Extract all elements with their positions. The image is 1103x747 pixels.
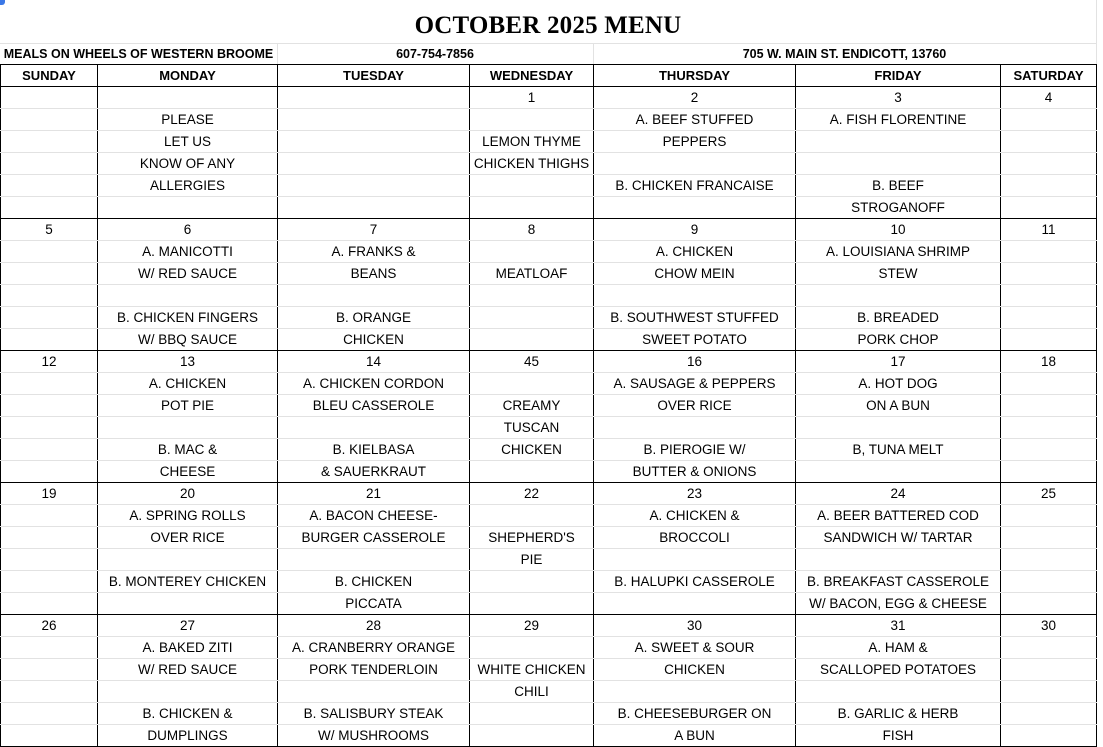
menu-cell: A. BEER BATTERED COD <box>796 505 1001 527</box>
menu-cell: B. CHICKEN <box>278 571 470 593</box>
menu-cell <box>1001 263 1097 285</box>
menu-cell <box>1 175 98 197</box>
date-cell: 8 <box>470 219 594 241</box>
menu-cell <box>98 417 278 439</box>
date-cell: 5 <box>1 219 98 241</box>
menu-cell <box>1001 549 1097 571</box>
menu-cell: B. HALUPKI CASSEROLE <box>594 571 796 593</box>
date-cell <box>1 87 98 109</box>
menu-cell: A. CHICKEN <box>98 373 278 395</box>
date-cell: 2 <box>594 87 796 109</box>
menu-cell <box>470 593 594 615</box>
menu-cell: PIE <box>470 549 594 571</box>
menu-cell <box>1001 439 1097 461</box>
menu-cell: A. FRANKS & <box>278 241 470 263</box>
menu-cell <box>1 593 98 615</box>
menu-cell: W/ RED SAUCE <box>98 659 278 681</box>
menu-cell: & SAUERKRAUT <box>278 461 470 483</box>
day-header-tuesday: TUESDAY <box>278 65 470 87</box>
menu-cell: CHOW MEIN <box>594 263 796 285</box>
menu-cell: MEATLOAF <box>470 263 594 285</box>
menu-row <box>1 307 1097 329</box>
menu-cell <box>98 593 278 615</box>
menu-cell: W/ BBQ SAUCE <box>98 329 278 351</box>
menu-row <box>1 725 1097 747</box>
day-header-wednesday: WEDNESDAY <box>470 65 594 87</box>
menu-row <box>1 593 1097 615</box>
menu-cell <box>1 681 98 703</box>
menu-cell <box>594 549 796 571</box>
menu-cell: SCALLOPED POTATOES <box>796 659 1001 681</box>
menu-cell <box>1 439 98 461</box>
menu-cell <box>1 417 98 439</box>
menu-row <box>1 571 1097 593</box>
menu-cell <box>278 549 470 571</box>
menu-cell <box>470 285 594 307</box>
day-header-sunday: SUNDAY <box>1 65 98 87</box>
date-cell: 12 <box>1 351 98 373</box>
menu-cell: CHICKEN <box>470 439 594 461</box>
date-cell: 11 <box>1001 219 1097 241</box>
menu-cell <box>1 549 98 571</box>
menu-cell: A BUN <box>594 725 796 747</box>
menu-cell <box>1001 417 1097 439</box>
menu-cell: CHICKEN <box>278 329 470 351</box>
menu-cell: A. SPRING ROLLS <box>98 505 278 527</box>
menu-cell <box>470 571 594 593</box>
menu-row <box>1 329 1097 351</box>
date-cell: 13 <box>98 351 278 373</box>
date-cell: 6 <box>98 219 278 241</box>
date-cell: 19 <box>1 483 98 505</box>
date-cell: 17 <box>796 351 1001 373</box>
menu-cell: W/ RED SAUCE <box>98 263 278 285</box>
menu-cell <box>1 109 98 131</box>
menu-row <box>1 153 1097 175</box>
date-row <box>1 615 1097 637</box>
menu-cell: ON A BUN <box>796 395 1001 417</box>
menu-cell: A. CRANBERRY ORANGE <box>278 637 470 659</box>
date-cell <box>278 87 470 109</box>
menu-cell: STEW <box>796 263 1001 285</box>
menu-cell <box>1001 505 1097 527</box>
menu-cell <box>470 175 594 197</box>
menu-cell <box>796 131 1001 153</box>
menu-cell: A. BEEF STUFFED <box>594 109 796 131</box>
menu-cell: B. KIELBASA <box>278 439 470 461</box>
menu-cell: PLEASE <box>98 109 278 131</box>
menu-cell: PICCATA <box>278 593 470 615</box>
menu-cell: B. CHICKEN & <box>98 703 278 725</box>
menu-cell <box>1 131 98 153</box>
calendar-grid <box>0 64 1097 747</box>
menu-row <box>1 505 1097 527</box>
menu-row <box>1 461 1097 483</box>
date-cell: 22 <box>470 483 594 505</box>
date-cell: 20 <box>98 483 278 505</box>
menu-row <box>1 703 1097 725</box>
menu-cell <box>796 153 1001 175</box>
menu-cell: DUMPLINGS <box>98 725 278 747</box>
menu-row <box>1 285 1097 307</box>
menu-row <box>1 659 1097 681</box>
menu-cell <box>278 175 470 197</box>
date-row <box>1 219 1097 241</box>
menu-cell <box>1001 593 1097 615</box>
menu-cell: STROGANOFF <box>796 197 1001 219</box>
date-cell: 21 <box>278 483 470 505</box>
date-cell: 30 <box>594 615 796 637</box>
menu-cell <box>278 285 470 307</box>
menu-cell <box>1001 571 1097 593</box>
menu-cell <box>1001 197 1097 219</box>
menu-cell: ALLERGIES <box>98 175 278 197</box>
menu-cell <box>1 703 98 725</box>
menu-cell <box>594 681 796 703</box>
menu-cell <box>1 461 98 483</box>
menu-cell <box>1 307 98 329</box>
menu-cell: SWEET POTATO <box>594 329 796 351</box>
menu-cell <box>470 197 594 219</box>
menu-cell: W/ MUSHROOMS <box>278 725 470 747</box>
address: 705 W. MAIN ST. ENDICOTT, 13760 <box>742 47 947 61</box>
menu-cell: SANDWICH W/ TARTAR <box>796 527 1001 549</box>
menu-cell: B. SALISBURY STEAK <box>278 703 470 725</box>
menu-cell: SHEPHERD'S <box>470 527 594 549</box>
date-cell: 4 <box>1001 87 1097 109</box>
menu-cell: PEPPERS <box>594 131 796 153</box>
menu-cell <box>1001 637 1097 659</box>
menu-cell <box>98 285 278 307</box>
date-cell: 9 <box>594 219 796 241</box>
menu-cell: OVER RICE <box>594 395 796 417</box>
date-cell: 14 <box>278 351 470 373</box>
date-cell: 23 <box>594 483 796 505</box>
menu-cell <box>796 461 1001 483</box>
menu-cell <box>594 285 796 307</box>
menu-cell: A. FISH FLORENTINE <box>796 109 1001 131</box>
date-cell: 25 <box>1001 483 1097 505</box>
menu-cell: A. HAM & <box>796 637 1001 659</box>
menu-cell <box>796 681 1001 703</box>
menu-cell: LEMON THYME <box>470 131 594 153</box>
selection-corner-marker <box>0 0 5 5</box>
menu-cell <box>1 571 98 593</box>
date-cell: 30 <box>1001 615 1097 637</box>
menu-cell <box>278 681 470 703</box>
menu-row <box>1 263 1097 285</box>
menu-cell: B. CHICKEN FRANCAISE <box>594 175 796 197</box>
menu-cell <box>1001 131 1097 153</box>
menu-cell: POT PIE <box>98 395 278 417</box>
date-row <box>1 351 1097 373</box>
menu-cell <box>98 197 278 219</box>
menu-cell <box>98 681 278 703</box>
menu-cell: B. CHICKEN FINGERS <box>98 307 278 329</box>
date-cell <box>98 87 278 109</box>
menu-cell: A. BACON CHEESE- <box>278 505 470 527</box>
menu-cell <box>470 725 594 747</box>
menu-cell <box>470 637 594 659</box>
menu-cell <box>594 197 796 219</box>
menu-cell <box>1001 153 1097 175</box>
date-cell: 1 <box>470 87 594 109</box>
menu-cell <box>1001 527 1097 549</box>
menu-cell <box>1 505 98 527</box>
menu-cell: CHILI <box>470 681 594 703</box>
menu-row <box>1 241 1097 263</box>
menu-cell <box>1001 241 1097 263</box>
menu-cell: CREAMY <box>470 395 594 417</box>
menu-cell: W/ BACON, EGG & CHEESE <box>796 593 1001 615</box>
menu-cell <box>278 417 470 439</box>
menu-cell <box>1 637 98 659</box>
phone-number: 607-754-7856 <box>396 47 474 61</box>
menu-cell: A. HOT DOG <box>796 373 1001 395</box>
menu-cell <box>1 725 98 747</box>
menu-row <box>1 681 1097 703</box>
menu-cell: B. MONTEREY CHICKEN <box>98 571 278 593</box>
menu-cell: CHEESE <box>98 461 278 483</box>
menu-cell: B, TUNA MELT <box>796 439 1001 461</box>
menu-cell <box>470 241 594 263</box>
day-header-monday: MONDAY <box>98 65 278 87</box>
menu-cell <box>470 505 594 527</box>
menu-cell: BUTTER & ONIONS <box>594 461 796 483</box>
menu-row <box>1 637 1097 659</box>
menu-cell <box>1 373 98 395</box>
menu-row <box>1 527 1097 549</box>
menu-cell <box>1 527 98 549</box>
menu-cell <box>1 329 98 351</box>
menu-row <box>1 197 1097 219</box>
menu-cell: B. GARLIC & HERB <box>796 703 1001 725</box>
menu-row <box>1 549 1097 571</box>
menu-cell <box>1 263 98 285</box>
menu-cell <box>1001 307 1097 329</box>
menu-cell <box>594 417 796 439</box>
date-cell: 26 <box>1 615 98 637</box>
menu-cell <box>1001 285 1097 307</box>
weekday-header-row <box>1 65 1097 87</box>
menu-cell: FISH <box>796 725 1001 747</box>
menu-cell: B. ORANGE <box>278 307 470 329</box>
menu-cell <box>1001 461 1097 483</box>
menu-cell <box>1001 109 1097 131</box>
date-cell: 18 <box>1001 351 1097 373</box>
date-cell: 28 <box>278 615 470 637</box>
date-cell: 29 <box>470 615 594 637</box>
menu-cell: B. BREADED <box>796 307 1001 329</box>
page-title: OCTOBER 2025 MENU <box>414 12 682 39</box>
menu-row <box>1 439 1097 461</box>
menu-cell <box>1001 725 1097 747</box>
menu-cell <box>470 373 594 395</box>
menu-cell <box>1 153 98 175</box>
menu-cell <box>594 153 796 175</box>
date-row <box>1 87 1097 109</box>
menu-cell: WHITE CHICKEN <box>470 659 594 681</box>
menu-row <box>1 175 1097 197</box>
menu-cell: A. CHICKEN <box>594 241 796 263</box>
menu-cell: OVER RICE <box>98 527 278 549</box>
menu-cell: BURGER CASSEROLE <box>278 527 470 549</box>
date-cell: 31 <box>796 615 1001 637</box>
menu-row <box>1 417 1097 439</box>
menu-row <box>1 373 1097 395</box>
day-header-friday: FRIDAY <box>796 65 1001 87</box>
menu-cell: A. CHICKEN CORDON <box>278 373 470 395</box>
menu-cell <box>796 549 1001 571</box>
menu-cell: A. MANICOTTI <box>98 241 278 263</box>
menu-cell: BEANS <box>278 263 470 285</box>
menu-cell: LET US <box>98 131 278 153</box>
menu-cell <box>278 131 470 153</box>
date-cell: 10 <box>796 219 1001 241</box>
org-name: MEALS ON WHEELS OF WESTERN BROOME <box>3 47 274 61</box>
menu-cell <box>278 109 470 131</box>
menu-row <box>1 395 1097 417</box>
menu-cell <box>470 461 594 483</box>
date-cell: 45 <box>470 351 594 373</box>
menu-cell <box>1001 681 1097 703</box>
menu-row <box>1 131 1097 153</box>
calendar-body <box>1 87 1097 747</box>
date-row <box>1 483 1097 505</box>
menu-cell <box>1001 395 1097 417</box>
menu-cell: A. LOUISIANA SHRIMP <box>796 241 1001 263</box>
menu-cell <box>278 197 470 219</box>
menu-cell <box>1 285 98 307</box>
menu-cell: A. BAKED ZITI <box>98 637 278 659</box>
menu-cell: PORK TENDERLOIN <box>278 659 470 681</box>
menu-cell <box>1 197 98 219</box>
menu-cell <box>278 153 470 175</box>
menu-cell: BROCCOLI <box>594 527 796 549</box>
day-header-thursday: THURSDAY <box>594 65 796 87</box>
menu-cell <box>1001 659 1097 681</box>
menu-cell: B. MAC & <box>98 439 278 461</box>
date-cell: 27 <box>98 615 278 637</box>
menu-cell: TUSCAN <box>470 417 594 439</box>
menu-cell <box>470 307 594 329</box>
date-cell: 24 <box>796 483 1001 505</box>
menu-cell <box>1 241 98 263</box>
menu-cell <box>796 285 1001 307</box>
menu-cell <box>470 703 594 725</box>
menu-cell <box>98 549 278 571</box>
date-cell: 16 <box>594 351 796 373</box>
menu-cell: BLEU CASSEROLE <box>278 395 470 417</box>
menu-row <box>1 109 1097 131</box>
menu-cell: B. CHEESEBURGER ON <box>594 703 796 725</box>
menu-cell: B. PIEROGIE W/ <box>594 439 796 461</box>
menu-cell <box>1 395 98 417</box>
menu-cell <box>1001 373 1097 395</box>
menu-cell <box>1001 703 1097 725</box>
menu-cell <box>1001 175 1097 197</box>
menu-cell <box>470 109 594 131</box>
menu-cell: CHICKEN <box>594 659 796 681</box>
menu-cell: A. SAUSAGE & PEPPERS <box>594 373 796 395</box>
menu-cell <box>470 329 594 351</box>
menu-cell <box>1001 329 1097 351</box>
menu-cell: A. SWEET & SOUR <box>594 637 796 659</box>
menu-cell: CHICKEN THIGHS <box>470 153 594 175</box>
date-cell: 7 <box>278 219 470 241</box>
day-header-saturday: SATURDAY <box>1001 65 1097 87</box>
menu-cell <box>594 593 796 615</box>
menu-cell: B. BREAKFAST CASSEROLE <box>796 571 1001 593</box>
menu-cell: A. CHICKEN & <box>594 505 796 527</box>
date-cell: 3 <box>796 87 1001 109</box>
menu-cell: KNOW OF ANY <box>98 153 278 175</box>
menu-cell: B. SOUTHWEST STUFFED <box>594 307 796 329</box>
menu-cell <box>1 659 98 681</box>
menu-cell <box>796 417 1001 439</box>
menu-cell: PORK CHOP <box>796 329 1001 351</box>
menu-cell: B. BEEF <box>796 175 1001 197</box>
